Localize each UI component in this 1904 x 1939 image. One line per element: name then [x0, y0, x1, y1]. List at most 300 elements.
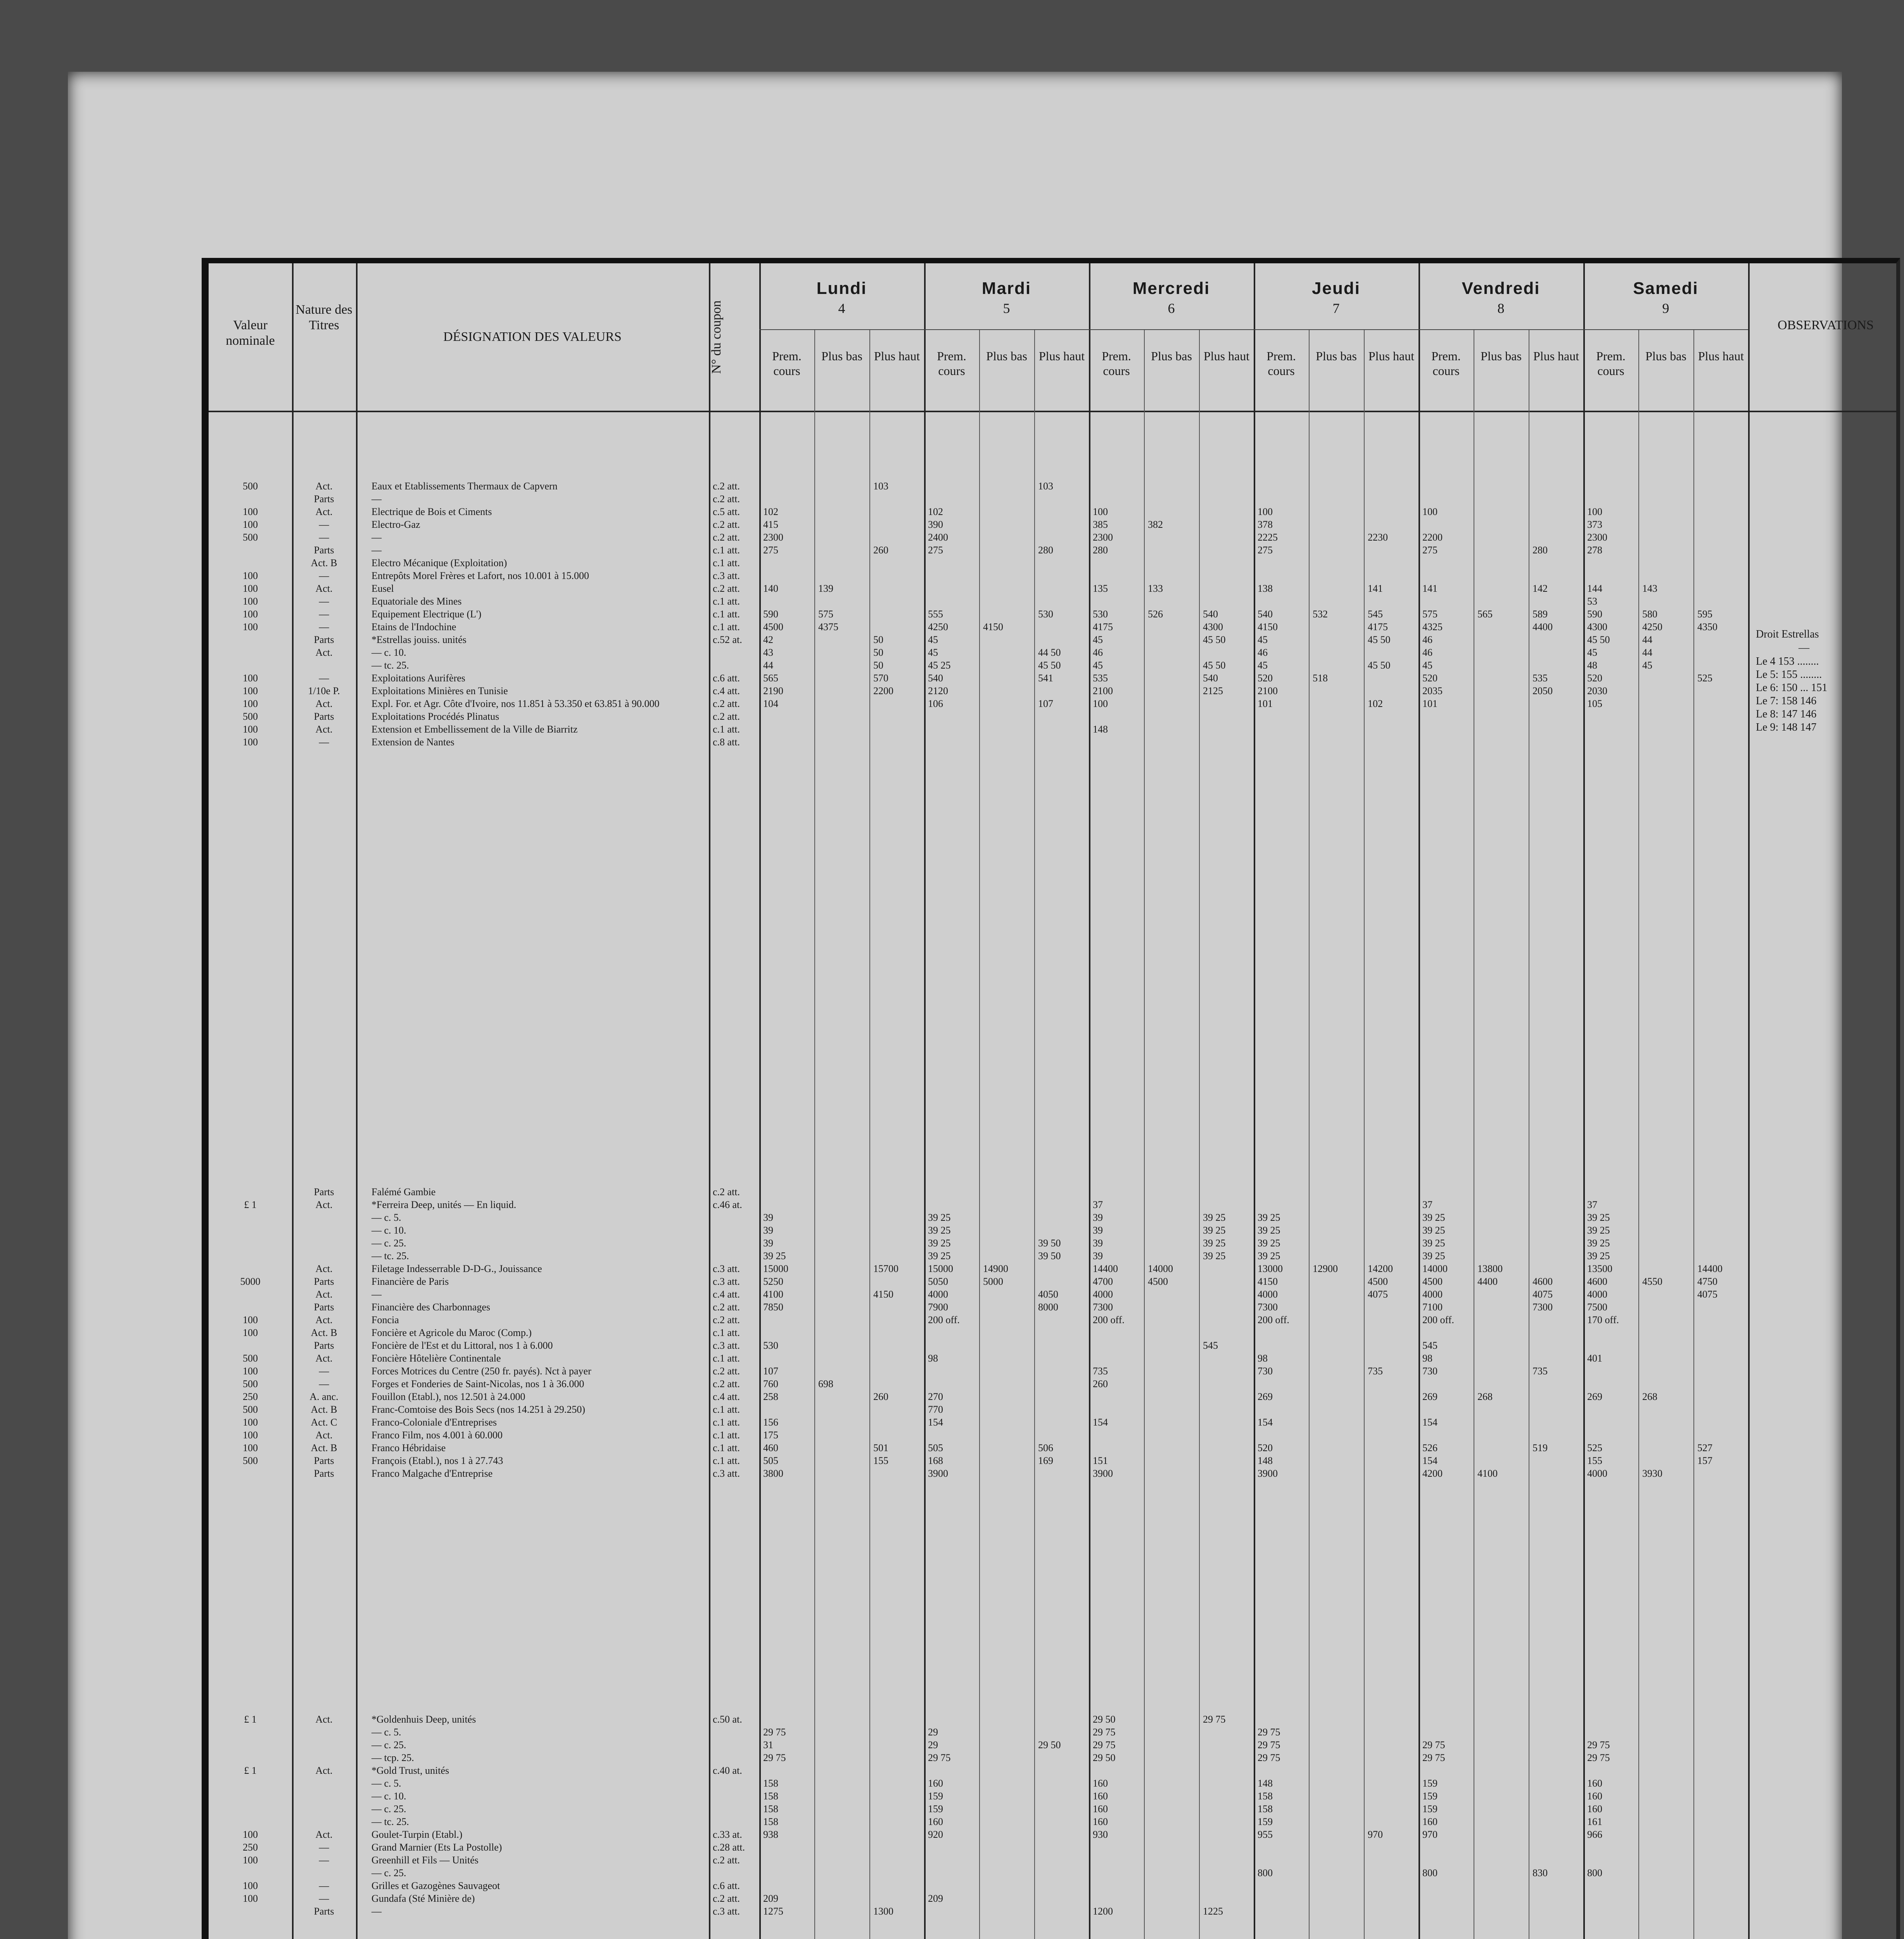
nature-titre: Parts [314, 634, 334, 645]
nature-titre: — [319, 621, 329, 633]
price-cell: 37 [1587, 1199, 1597, 1210]
nature-titre: Act. [315, 583, 333, 594]
price-cell: 260 [1093, 1378, 1108, 1389]
header-bottom-rule [209, 411, 1896, 412]
price-cell: 7500 [1587, 1301, 1607, 1313]
table-row [209, 1714, 1748, 1725]
price-cell: 101 [1258, 698, 1273, 709]
price-cell: 506 [1038, 1442, 1053, 1453]
nature-titre: — [319, 532, 329, 543]
price-cell: 2200 [873, 685, 893, 696]
price-cell: 98 [1258, 1353, 1268, 1364]
price-cell: 4075 [1368, 1289, 1388, 1300]
price-cell: 519 [1533, 1442, 1548, 1453]
price-cell: 200 off. [1422, 1314, 1454, 1326]
price-cell: 39 25 [928, 1212, 951, 1223]
valeur-nominale: 100 [243, 583, 258, 594]
table-row [209, 608, 1748, 620]
price-cell: 45 [928, 647, 938, 658]
price-cell: 39 25 [1203, 1237, 1226, 1249]
designation-valeur: Electro Mécanique (Exploitation) [371, 557, 507, 569]
price-cell: 970 [1368, 1829, 1383, 1840]
price-cell: 5050 [928, 1276, 948, 1287]
valeur-nominale: 5000 [240, 1276, 261, 1287]
price-cell: 966 [1587, 1829, 1602, 1840]
designation-valeur: Goulet-Turpin (Etabl.) [371, 1829, 463, 1840]
table-row [209, 480, 1748, 492]
table-row [209, 724, 1748, 735]
price-cell: 105 [1587, 698, 1602, 709]
price-cell: 46 [1422, 634, 1432, 645]
sub-header-bas: Plus bas [1316, 349, 1357, 363]
price-cell: 378 [1258, 519, 1273, 530]
price-cell: 104 [763, 698, 778, 709]
price-cell: 43 [763, 647, 773, 658]
sub-header-bas: Plus bas [821, 349, 862, 363]
price-cell: 540 [1203, 608, 1218, 620]
price-cell: 39 25 [1422, 1225, 1445, 1236]
numero-coupon: c.2 att. [713, 1186, 740, 1198]
price-cell: 382 [1148, 519, 1163, 530]
col-rule [1748, 263, 1750, 1939]
price-cell: 4175 [1093, 621, 1113, 633]
price-cell: 4550 [1642, 1276, 1662, 1287]
valeur-nominale: £ 1 [244, 1199, 257, 1210]
price-cell: 29 [928, 1739, 938, 1751]
price-cell: 1300 [873, 1906, 893, 1917]
nature-titre: — [319, 519, 329, 530]
price-cell: 590 [1587, 608, 1602, 620]
price-cell: 938 [763, 1829, 778, 1840]
price-cell: 575 [1422, 608, 1438, 620]
table-row [209, 1199, 1748, 1211]
price-cell: 526 [1422, 1442, 1438, 1453]
numero-coupon: c.3 att. [713, 1340, 740, 1351]
price-cell: 4100 [763, 1289, 783, 1300]
table-row [209, 1391, 1748, 1403]
designation-valeur: — c. 25. [371, 1237, 406, 1249]
price-cell: 98 [928, 1353, 938, 1364]
valeur-nominale: 100 [243, 1417, 258, 1428]
price-cell: 526 [1148, 608, 1163, 620]
price-cell: 800 [1258, 1867, 1273, 1879]
designation-valeur: Electrique de Bois et Ciments [371, 506, 492, 517]
valeur-nominale: 500 [243, 532, 258, 543]
nature-titre: Parts [314, 1186, 334, 1198]
table-row [209, 1442, 1748, 1454]
numero-coupon: c.1 att. [713, 1327, 740, 1338]
price-cell: 275 [1422, 544, 1438, 556]
quotation-table [202, 258, 1900, 1939]
price-cell: 4300 [1587, 621, 1607, 633]
sub-header-bas: Plus bas [1151, 349, 1192, 363]
nature-titre: — [319, 1378, 329, 1389]
price-cell: 1225 [1203, 1906, 1223, 1917]
nature-titre: Parts [314, 711, 334, 722]
designation-valeur: Forces Motrices du Centre (250 fr. payés). Nct à payer [371, 1365, 591, 1377]
table-row [209, 1353, 1748, 1364]
designation-valeur: Etains de l'Indochine [371, 621, 456, 633]
price-cell: 505 [928, 1442, 943, 1453]
price-cell: 157 [1697, 1455, 1712, 1466]
numero-coupon: c.3 att. [713, 1276, 740, 1287]
price-cell: 5250 [763, 1276, 783, 1287]
price-cell: 280 [1038, 544, 1053, 556]
numero-coupon: c.8 att. [713, 736, 740, 748]
price-cell: 930 [1093, 1829, 1108, 1840]
table-row [209, 544, 1748, 556]
price-cell: 268 [1642, 1391, 1657, 1402]
nature-titre: Parts [314, 493, 334, 505]
table-row [209, 1429, 1748, 1441]
price-cell: 2035 [1422, 685, 1443, 696]
table-row [209, 1250, 1748, 1262]
numero-coupon: c.2 att. [713, 480, 740, 492]
table-row [209, 557, 1748, 569]
price-cell: 158 [1258, 1803, 1273, 1815]
numero-coupon: c.52 at. [713, 634, 742, 645]
price-cell: 158 [763, 1790, 778, 1802]
sub-header-bas: Plus bas [1645, 349, 1686, 363]
nature-titre: Parts [314, 1276, 334, 1287]
table-row [209, 736, 1748, 748]
numero-coupon: c.2 att. [713, 1365, 740, 1377]
day-header-rule [1089, 329, 1254, 330]
price-cell: 154 [928, 1417, 943, 1428]
price-cell: 31 [763, 1739, 773, 1751]
price-cell: 39 [1093, 1237, 1103, 1249]
price-cell: 39 25 [1422, 1237, 1445, 1249]
table-row [209, 1816, 1748, 1828]
designation-valeur: Falémé Gambie [371, 1186, 436, 1198]
price-cell: 735 [1093, 1365, 1108, 1377]
designation-valeur: Grand Marnier (Ets La Postolle) [371, 1842, 502, 1853]
designation-valeur: *Goldenhuis Deep, unités [371, 1714, 476, 1725]
price-cell: 278 [1587, 544, 1602, 556]
nature-titre: Act. C [311, 1417, 337, 1428]
price-cell: 275 [1258, 544, 1273, 556]
price-cell: 142 [1533, 583, 1548, 594]
numero-coupon: c.6 att. [713, 672, 740, 684]
price-cell: 970 [1422, 1829, 1438, 1840]
designation-valeur: — [371, 1289, 382, 1300]
price-cell: 735 [1533, 1365, 1548, 1377]
table-row [209, 532, 1748, 543]
price-cell: 159 [1422, 1803, 1438, 1815]
price-cell: 4700 [1093, 1276, 1113, 1287]
numero-coupon: c.1 att. [713, 608, 740, 620]
price-cell: 160 [928, 1778, 943, 1789]
day-header-number: 4 [838, 301, 845, 316]
price-cell: 45 50 [1203, 660, 1226, 671]
price-cell: 7100 [1422, 1301, 1443, 1313]
price-cell: 29 75 [1587, 1739, 1610, 1751]
numero-coupon: c.2 att. [713, 1893, 740, 1904]
price-cell: 39 [1093, 1250, 1103, 1262]
price-cell: 133 [1148, 583, 1163, 594]
designation-valeur: Franco Hébridaise [371, 1442, 446, 1453]
table-row [209, 596, 1748, 607]
price-cell: 540 [1258, 608, 1273, 620]
designation-valeur: — c. 25. [371, 1867, 406, 1879]
designation-valeur: Franco-Coloniale d'Entreprises [371, 1417, 497, 1428]
price-cell: 143 [1642, 583, 1657, 594]
price-cell: 29 75 [928, 1752, 951, 1763]
sub-header-bas: Plus bas [1481, 349, 1522, 363]
price-cell: 160 [1587, 1790, 1602, 1802]
valeur-nominale: 100 [243, 1365, 258, 1377]
price-cell: 39 25 [928, 1250, 951, 1262]
price-cell: 154 [1422, 1417, 1438, 1428]
numero-coupon: c.2 att. [713, 698, 740, 709]
price-cell: 14000 [1422, 1263, 1448, 1274]
price-cell: 770 [928, 1404, 943, 1415]
price-cell: 29 [928, 1726, 938, 1738]
designation-valeur: — c. 10. [371, 1225, 406, 1236]
price-cell: 4075 [1697, 1289, 1717, 1300]
nature-titre: Parts [314, 1906, 334, 1917]
table-row [209, 1455, 1748, 1467]
price-cell: 158 [1258, 1790, 1273, 1802]
day-header-rule [1583, 329, 1748, 330]
numero-coupon: c.2 att. [713, 711, 740, 722]
header-valeur: Valeur nominale [226, 318, 275, 348]
price-cell: 29 75 [763, 1752, 786, 1763]
numero-coupon: c.3 att. [713, 1906, 740, 1917]
price-cell: 45 25 [928, 660, 951, 671]
sub-header-prem: Prem. cours [1102, 349, 1131, 378]
price-cell: 45 [1587, 647, 1597, 658]
valeur-nominale: 500 [243, 1404, 258, 1415]
price-cell: 39 25 [1258, 1225, 1280, 1236]
price-cell: 39 [763, 1237, 773, 1249]
day-header-name: Lundi [816, 279, 867, 298]
price-cell: 730 [1422, 1365, 1438, 1377]
table-row [209, 1906, 1748, 1917]
price-cell: 44 [1642, 647, 1652, 658]
price-cell: 4150 [873, 1289, 893, 1300]
numero-coupon: c.1 att. [713, 557, 740, 569]
numero-coupon: c.1 att. [713, 1442, 740, 1453]
price-cell: 268 [1477, 1391, 1493, 1402]
designation-valeur: Entrepôts Morel Frères et Lafort, nos 10.001 à 15.000 [371, 570, 589, 581]
nature-titre: Parts [314, 1301, 334, 1313]
price-cell: 148 [1093, 724, 1108, 735]
table-row [209, 493, 1748, 505]
price-cell: 390 [928, 519, 943, 530]
table-row [209, 1829, 1748, 1840]
price-cell: 2225 [1258, 532, 1278, 543]
table-row [209, 1739, 1748, 1751]
numero-coupon: c.28 att. [713, 1842, 745, 1853]
price-cell: 4600 [1533, 1276, 1553, 1287]
header-designation: DÉSIGNATION DES VALEURS [443, 330, 622, 344]
price-cell: 2230 [1368, 532, 1388, 543]
table-row [209, 570, 1748, 582]
price-cell: 209 [928, 1893, 943, 1904]
price-cell: 160 [1587, 1803, 1602, 1815]
price-cell: 4000 [1587, 1289, 1607, 1300]
price-cell: 518 [1313, 672, 1328, 684]
price-cell: 13500 [1587, 1263, 1612, 1274]
price-cell: 525 [1587, 1442, 1602, 1453]
designation-valeur: — tcp. 25. [371, 1752, 414, 1763]
price-cell: 415 [763, 519, 778, 530]
designation-valeur: *Estrellas jouiss. unités [371, 634, 466, 645]
day-header-number: 8 [1497, 301, 1505, 316]
price-cell: 100 [1093, 698, 1108, 709]
designation-valeur: Financière de Paris [371, 1276, 449, 1287]
price-cell: 103 [873, 480, 888, 492]
price-cell: 154 [1258, 1417, 1273, 1428]
designation-valeur: — c. 5. [371, 1778, 401, 1789]
price-cell: 4750 [1697, 1276, 1717, 1287]
price-cell: 39 25 [1587, 1212, 1610, 1223]
designation-valeur: Financière des Charbonnages [371, 1301, 491, 1313]
price-cell: 14000 [1148, 1263, 1173, 1274]
price-cell: 29 50 [1093, 1752, 1116, 1763]
sub-header-prem: Prem. cours [1431, 349, 1461, 378]
price-cell: 100 [1422, 506, 1438, 517]
price-cell: 170 off. [1587, 1314, 1619, 1326]
designation-valeur: — c. 25. [371, 1803, 406, 1815]
valeur-nominale: 100 [243, 1854, 258, 1866]
numero-coupon: c.50 at. [713, 1714, 742, 1725]
designation-valeur: Electro-Gaz [371, 519, 420, 530]
price-cell: 3900 [928, 1468, 948, 1479]
table-row [209, 1263, 1748, 1275]
table-row [209, 1790, 1748, 1802]
price-cell: 730 [1258, 1365, 1273, 1377]
price-cell: 520 [1258, 1442, 1273, 1453]
price-cell: 156 [763, 1417, 778, 1428]
designation-valeur: — tc. 25. [371, 1250, 409, 1262]
price-cell: 2050 [1533, 685, 1553, 696]
table-row [209, 1327, 1748, 1339]
price-cell: 735 [1368, 1365, 1383, 1377]
price-cell: 535 [1533, 672, 1548, 684]
price-cell: 39 25 [1258, 1250, 1280, 1262]
day-header-number: 6 [1168, 301, 1175, 316]
price-cell: 530 [1038, 608, 1053, 620]
designation-valeur: *Ferreira Deep, unités — En liquid. [371, 1199, 517, 1210]
price-cell: 5000 [983, 1276, 1003, 1287]
table-row [209, 1212, 1748, 1224]
numero-coupon: c.46 at. [713, 1199, 742, 1210]
price-cell: 1200 [1093, 1906, 1113, 1917]
price-cell: 29 75 [763, 1726, 786, 1738]
price-cell: 4150 [1258, 1276, 1278, 1287]
price-cell: 158 [763, 1778, 778, 1789]
price-cell: 158 [763, 1803, 778, 1815]
numero-coupon: c.3 att. [713, 1468, 740, 1479]
nature-titre: Act. [315, 1765, 333, 1776]
price-cell: 37 [1093, 1199, 1103, 1210]
price-cell: 595 [1697, 608, 1712, 620]
designation-valeur: Foncière de l'Est et du Littoral, nos 1 à 6.000 [371, 1340, 553, 1351]
valeur-nominale: 100 [243, 736, 258, 748]
price-cell: 2200 [1422, 532, 1443, 543]
price-cell: 159 [1422, 1778, 1438, 1789]
price-cell: 7300 [1533, 1301, 1553, 1313]
price-cell: 29 50 [1038, 1739, 1061, 1751]
price-cell: 2400 [928, 532, 948, 543]
numero-coupon: c.1 att. [713, 1429, 740, 1441]
table-row [209, 672, 1748, 684]
price-cell: 46 [1422, 647, 1432, 658]
price-cell: 135 [1093, 583, 1108, 594]
nature-titre: Act. B [311, 1327, 337, 1338]
table-row [209, 1854, 1748, 1866]
price-cell: 154 [1093, 1417, 1108, 1428]
price-cell: 7300 [1258, 1301, 1278, 1313]
sub-header-prem: Prem. cours [1596, 349, 1626, 378]
price-cell: 29 75 [1422, 1752, 1445, 1763]
price-cell: 45 [928, 634, 938, 645]
price-cell: 4150 [1258, 621, 1278, 633]
valeur-nominale: 100 [243, 570, 258, 581]
price-cell: 4600 [1587, 1276, 1607, 1287]
price-cell: 98 [1422, 1353, 1432, 1364]
table-row [209, 1301, 1748, 1313]
price-cell: 45 [1642, 660, 1652, 671]
nature-titre: Act. [315, 1829, 333, 1840]
price-cell: 45 [1093, 660, 1103, 671]
obs-estrellas-line: Le 4 153 ........ [1756, 655, 1819, 667]
price-cell: 269 [1258, 1391, 1273, 1402]
price-cell: 4075 [1533, 1289, 1553, 1300]
valeur-nominale: 250 [243, 1391, 258, 1402]
table-row [209, 1237, 1748, 1249]
nature-titre: — [319, 1365, 329, 1377]
day-header-rule [1418, 329, 1583, 330]
price-cell: 4000 [1422, 1289, 1443, 1300]
price-cell: 42 [763, 634, 773, 645]
price-cell: 45 50 [1368, 634, 1391, 645]
price-cell: 12900 [1313, 1263, 1338, 1274]
designation-valeur: — c. 10. [371, 647, 406, 658]
price-cell: 100 [1093, 506, 1108, 517]
price-cell: 575 [818, 608, 833, 620]
valeur-nominale: 250 [243, 1842, 258, 1853]
obs-estrellas-line: Le 6: 150 ... 151 [1756, 682, 1828, 694]
valeur-nominale: 100 [243, 1442, 258, 1453]
sub-header-haut: Plus haut [1698, 349, 1744, 363]
obs-estrellas-line: Le 8: 147 146 [1756, 708, 1817, 720]
price-cell: 13800 [1477, 1263, 1503, 1274]
nature-titre: A. anc. [309, 1391, 339, 1402]
valeur-nominale: 100 [243, 685, 258, 696]
valeur-nominale: 100 [243, 1880, 258, 1891]
price-cell: 158 [763, 1816, 778, 1827]
numero-coupon: c.4 att. [713, 685, 740, 696]
designation-valeur: — tc. 25. [371, 1816, 409, 1827]
price-cell: 920 [928, 1829, 943, 1840]
price-cell: 269 [1422, 1391, 1438, 1402]
nature-titre: Act. [315, 1714, 333, 1725]
price-cell: 760 [763, 1378, 778, 1389]
price-cell: 4500 [763, 621, 783, 633]
price-cell: 2100 [1258, 685, 1278, 696]
designation-valeur: Exploitations Minières en Tunisie [371, 685, 508, 696]
price-cell: 101 [1422, 698, 1438, 709]
designation-valeur: — [371, 544, 382, 556]
price-cell: 4300 [1203, 621, 1223, 633]
price-cell: 160 [1587, 1778, 1602, 1789]
price-cell: 139 [818, 583, 833, 594]
price-cell: 4250 [1642, 621, 1662, 633]
price-cell: 168 [928, 1455, 943, 1466]
